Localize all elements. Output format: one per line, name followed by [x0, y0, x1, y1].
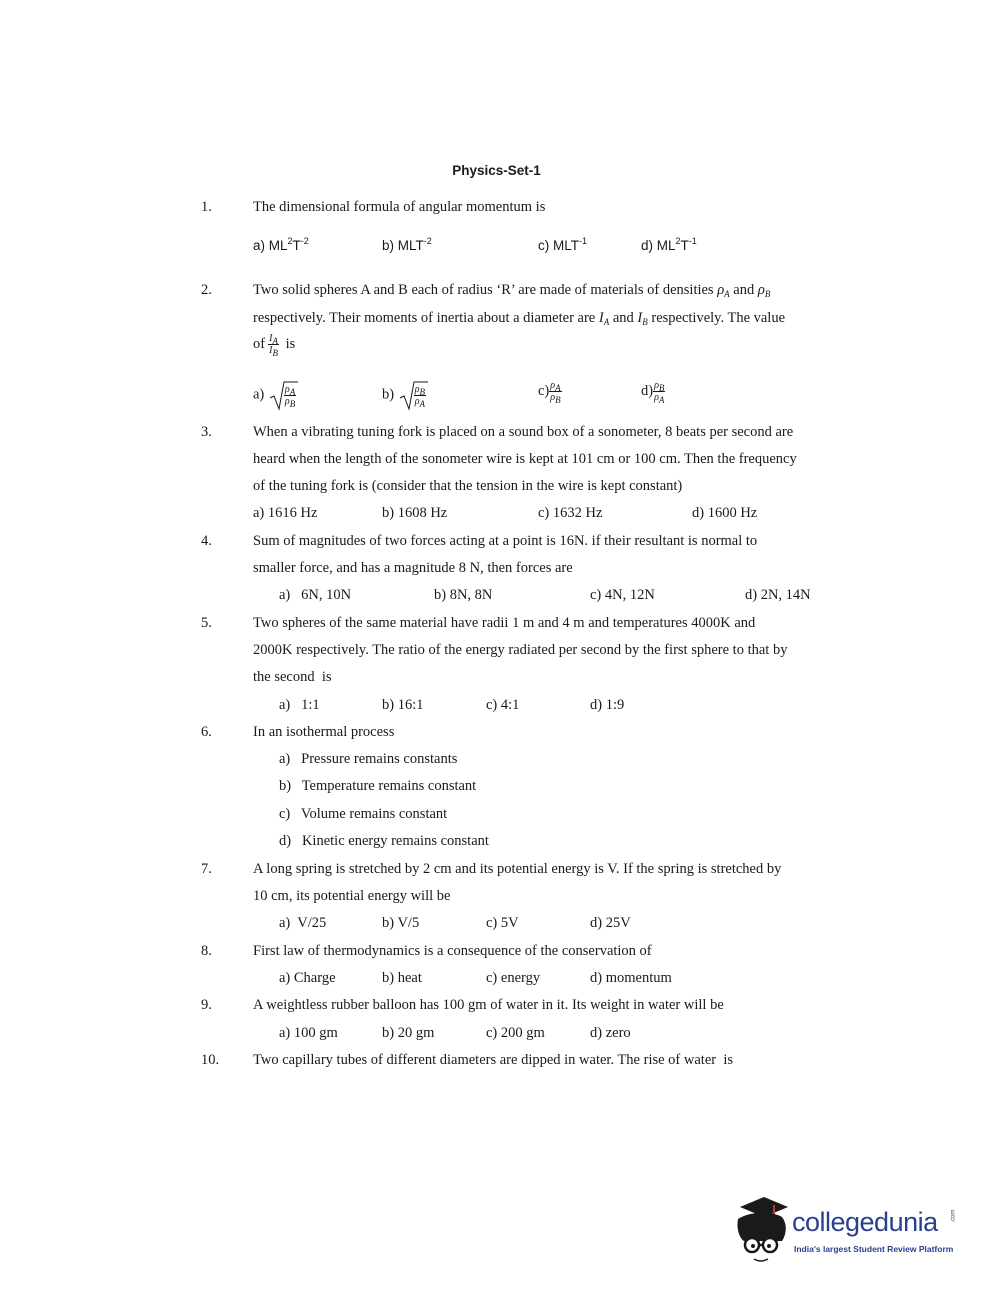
question-text-line-2: 10 cm, its potential energy will be	[253, 888, 451, 904]
question-number: 2.	[201, 282, 212, 298]
question-text-line-1: When a vibrating tuning fork is placed on a sound box of a sonometer, 8 beats per second are	[253, 424, 794, 440]
question-text-line-1: Sum of magnitudes of two forces acting at a point is 16N. if their resultant is normal to	[253, 533, 758, 549]
question-number: 4.	[201, 533, 212, 549]
option-a: a) Charge	[279, 970, 336, 986]
page-title: Physics-Set-1	[452, 163, 541, 178]
question-text: Two capillary tubes of different diameters are dipped in water. The rise of water is	[253, 1052, 734, 1068]
question-number: 7.	[201, 861, 212, 877]
question-text: A weightless rubber balloon has 100 gm of water in it. Its weight in water will be	[253, 997, 724, 1013]
option-b: b) Temperature remains constant	[279, 778, 477, 794]
option-b: b) 8N, 8N	[434, 587, 493, 603]
option-c: c) 4:1	[486, 697, 520, 713]
option-d: d) momentum	[590, 970, 672, 986]
question-number: 10.	[201, 1052, 220, 1068]
question-text-line-1: A long spring is stretched by 2 cm and its potential energy is V. If the spring is stretched by	[253, 861, 782, 877]
option-c: c) Volume remains constant	[279, 806, 448, 822]
question-text: The dimensional formula of angular momentum is	[253, 199, 546, 215]
question-text-line-3: of the tuning fork is (consider that the tension in the wire is kept constant)	[253, 478, 683, 494]
question-text-line-1: Two spheres of the same material have radii 1 m and 4 m and temperatures 4000K and	[253, 615, 756, 631]
logo-tagline: India's largest Student Review Platform	[794, 1244, 954, 1254]
option-b: b) $MLT^{-2}$	[382, 236, 432, 253]
option-a: a) $ML^2T^{-2}$	[253, 236, 309, 253]
option-c: c) 1632 Hz	[538, 505, 603, 521]
option-a: a) 1616 Hz	[253, 505, 318, 521]
question-number: 1.	[201, 199, 212, 215]
logo-com: .com	[950, 1209, 957, 1223]
option-c: c) 5V	[486, 915, 519, 931]
option-d: d) zero	[590, 1025, 631, 1041]
question-text-line-2: 2000K respectively. The ratio of the energy radiated per second by the first sphere to that by	[253, 642, 788, 658]
option-c: c) energy	[486, 970, 541, 986]
logo-wordmark: collegedunia	[792, 1207, 938, 1237]
option-a: a) 100 gm	[279, 1025, 338, 1041]
option-a: a) $\frac{\rho_A}{\rho_B}$	[253, 378, 296, 412]
mascot-icon	[732, 1195, 794, 1270]
option-a: a) V/25	[279, 915, 327, 931]
option-b: b) heat	[382, 970, 422, 986]
option-d: d) 1:9	[590, 697, 625, 713]
question-text: First law of thermodynamics is a consequence of the conservation of	[253, 943, 652, 959]
option-d: d) $\frac{\rho_B}{\rho_A}$	[641, 380, 665, 405]
question-text-line-2: respectively. Their moments of inertia about a diameter are $I_A$ and $I_B$ respectively. The value	[253, 310, 786, 327]
option-a: a) Pressure remains constants	[279, 751, 458, 767]
option-a: a) 6N, 10N	[279, 587, 352, 603]
question-number: 8.	[201, 943, 212, 959]
option-b: b) $\frac{\rho_B}{\rho_A}$	[382, 378, 426, 412]
question-text-line-1: Two solid spheres A and B each of radius ‘R’ are made of materials of densities $\rho_A$ and $\rho_B$	[253, 282, 771, 299]
option-a: a) 1:1	[279, 697, 320, 713]
option-b: b) 16:1	[382, 697, 424, 713]
option-d: d) 2N, 14N	[745, 587, 811, 603]
question-text: In an isothermal process	[253, 724, 395, 740]
option-c: c) 4N, 12N	[590, 587, 655, 603]
question-text-line-3: the second is	[253, 669, 332, 685]
option-d: d) 25V	[590, 915, 631, 931]
option-b: b) 1608 Hz	[382, 505, 448, 521]
option-b: b) 20 gm	[382, 1025, 435, 1041]
option-d: d) Kinetic energy remains constant	[279, 833, 489, 849]
question-text-line-3: of $\frac{I_A}{I_B}$ is	[253, 333, 296, 358]
question-text-line-2: heard when the length of the sonometer wire is kept at 101 cm or 100 cm. Then the frequency	[253, 451, 797, 467]
question-text-line-2: smaller force, and has a magnitude 8 N, then forces are	[253, 560, 573, 576]
question-number: 9.	[201, 997, 212, 1013]
option-d: d) $ML^2T^{-1}$	[641, 236, 697, 253]
option-d: d) 1600 Hz	[692, 505, 758, 521]
option-b: b) V/5	[382, 915, 420, 931]
option-c: c) $\frac{\rho_A}{\rho_B}$	[538, 380, 561, 405]
question-number: 3.	[201, 424, 212, 440]
question-number: 6.	[201, 724, 212, 740]
question-number: 5.	[201, 615, 212, 631]
option-c: c) $MLT^{-1}$	[538, 236, 588, 253]
collegedunia-logo	[732, 1195, 962, 1270]
option-c: c) 200 gm	[486, 1025, 545, 1041]
